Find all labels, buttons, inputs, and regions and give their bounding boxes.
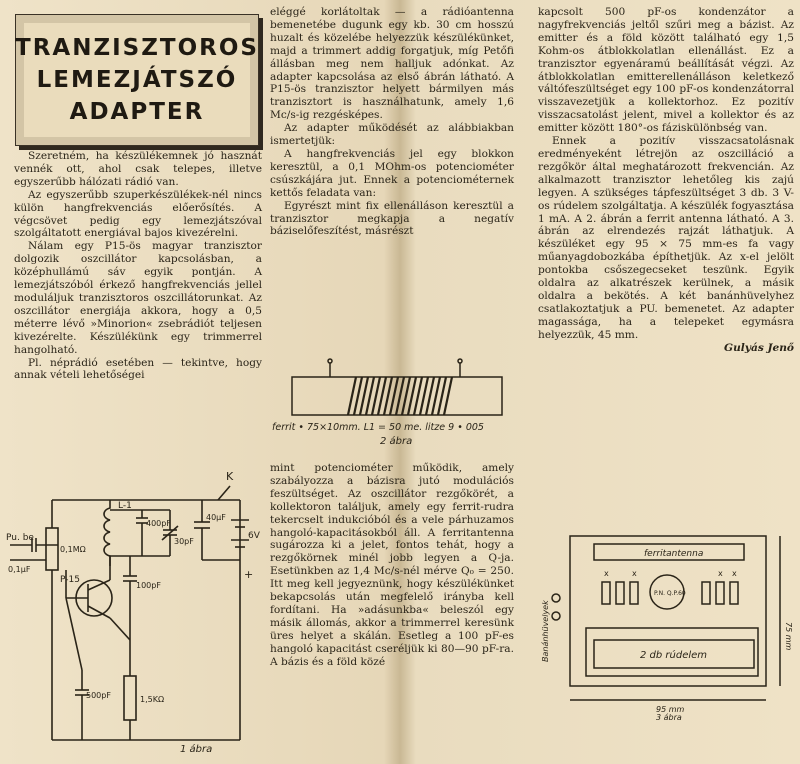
paragraph: Az egyszerűbb szuperkészülékek-nél nincs külön hangfrekvenciás előerősítés. A végcsövet pedig egy lemezjátszóval szolgáltatott energiával bajos kivezérelni. [14,188,262,240]
fig1-label-plus: + [244,568,254,581]
paragraph: Az adapter működését az alábbiakban ismertetjük: [270,122,514,148]
figure-3-layout [540,532,796,722]
fig3-label-battery: 2 db rúdelem [640,650,708,661]
fig3-mark-x3: x [718,569,723,578]
fig3-mark-x2: x [632,569,637,578]
paragraph: mint potenciométer működik, amely szabályozza a bázisra jutó modulációs feszültséget. Az oszcillátor rezgőkörét, a kollektoron találjuk, amely egy ferrit-rudra tekercselt indukcióból és a vele párhuzamos hangoló-kapacitásokból áll. A ferritantenna sugározza ki a jelet, fontos tehát, hogy a rezgőkörnek minél jobb legyen a Q-ja. Esetünkben az 1,4 Mc/s-nél mérve Q₀ = 250. Itt meg kell jegyeznünk, hogy készülékünket bekapcsolás után megfelelő irányba kell fordítani. Ha »adásunkba« beleszól egy másik állomás, akkor a trimmerrel keresünk üres helyet a skálán. Esetleg a 100 pF-es hangoló kapacitást cseréljük ki 80—90 pF-ra. A bázis és a föld közé [270,462,514,668]
column-3 [538,6,794,354]
figure-2-ferrite-antenna [270,355,518,450]
fig1-label-c40: 40µF [206,513,226,522]
fig1-label-c30: 30pF [174,537,194,546]
paragraph: eléggé korlátoltak — a rádióantenna bemenetébe dugunk egy kb. 30 cm hosszú huzalt és közelébe helyezzük készülékünket, majd a trimmert addig forgatjuk, míg Petőfi állásban meg nem halljuk adónkat. Az adapter kapcsolása az első ábrán látható. A P15-ös tranzisztor helyett bármilyen más tranzisztort is használhatunk, amely 1,6 Mc/s-ig rezgésképes. [270,6,514,122]
paragraph: Ennek a pozitív visszacsatolásnak eredményeként létrejön az oszcilláció a rezgőkör által meghatározott frekvencián. Az alkalmazott tranzisztor lehetőleg kis zajú legyen. A szükséges tápfeszültséget 3 db. 3 V-os rúdelem szolgáltatja. A készülék fogyasztása 1 mA. A 2. ábrán a ferrit antenna látható. A 3. ábrán az elrendezés rajzát láthatjuk. A készüléket egy 95 × 75 mm-es fa vagy műanyagdobozkába építhetjük. Az x-el jelölt pontokba csőszegecseket teszünk. Egyik oldalra az alkatrészek kerülnek, a másik oldalra a bekötés. A két banánhüvelyhez csatlakoztatjuk a PU. bemenetet. Az adapter magassága, ha a telepeket egymásra helyezzük, 45 mm. [538,135,794,341]
paragraph: A hangfrekvenciás jel egy blokkon keresztül, a 0,1 MOhm-os potenciométer csúszkájára jut. Ennek a potenciométernek kettős feladata van: [270,147,514,199]
paragraph: Szeretném, ha készülékemnek jó hasznát vennék ott, ahol csak telepes, illetve egyszerűbb hálózati rádió van. [14,150,262,188]
paragraph: Nálam egy P15-ös magyar tranzisztor dolgozik oszcillátor kapcsolásban, a középhullámú sáv egyik pontján. A lemezjátszóból érkező hangfrekvenciás jellel moduláljuk tranzisztoros oszcillátorunkat. Az oszcillátor energiája akkora, hogy a 0,5 méterre lévő »Minorion« zsebrádiót teljesen kivezérelte. Készülékünk egy trimmerrel hangolható. [14,240,262,356]
fig1-label-c100: 100pF [136,581,161,590]
fig2-caption: 2 ábra [380,436,413,447]
column-1 [14,150,262,382]
fig1-label-tr: P-15 [60,575,80,585]
fig1-label-c500: 500pF [86,691,111,700]
fig3-label-tr: P.N. Q.P.60 [654,590,686,597]
paragraph: kapcsolt 500 pF-os kondenzátor a nagyfrekvenciás jeltől szűri meg a bázist. Az emitter és a föld között található egy 1,5 Kohm-os átblokkolatlan ellenállást. Ez a tranzisztor egyenáramú beállítását végzi. Az átblokkolatlan emitterellenálláson keletkező váltófeszültséget egy 100 pF-os kondenzátorral visszavezetjük a kollektorhoz. Ez pozitív visszacsatolást jelent, mivel a kollektor és az emitter között 180°-os fáziskülönbség van. [538,6,794,135]
fig1-label-v6: 6V [248,531,260,541]
fig1-label-capin: 0,1µF [8,565,31,574]
title-line-2: LEMEZJÁTSZÓ [36,67,238,93]
paragraph: Pl. néprádió esetében — tekintve, hogy annak vételi lehetőségei [14,356,262,382]
paragraph: Egyrészt mint fix ellenálláson keresztül a tranzisztor megkapja a negatív báziselőfeszítést, másrészt [270,199,514,238]
fig3-label-side: Banánhüvelyek [541,600,550,662]
column-2-top [270,6,514,238]
figure-1-schematic [2,450,264,760]
fig1-label-k: K [226,470,234,483]
fig3-label-width: 95 mm [656,705,685,714]
fig1-label-r15: 1,5KΩ [140,695,165,704]
fig3-mark-x1: x [604,569,609,578]
column-2-bottom [270,462,514,669]
title-line-3: ADAPTER [69,99,205,125]
fig2-label: ferrit • 75×10mm. L1 = 50 me. litze 9 • 005 [272,422,484,433]
article-title-box [15,14,259,146]
fig3-label-antenna: ferritantenna [644,549,704,559]
fig1-label-c400: 400pF [146,519,171,528]
fig3-label-height: 75 mm [784,622,793,651]
fig3-caption: 3 ábra [656,713,682,722]
fig3-mark-x4: x [732,569,737,578]
fig1-caption: 1 ábra [180,744,213,755]
title-line-1: TRANZISZTOROS [15,35,259,61]
fig1-label-pu: Pu. be [6,533,34,543]
author-signature: Gulyás Jenő [724,341,794,354]
fig1-label-coil: L-1 [118,501,132,511]
fig1-label-pot: 0,1MΩ [60,545,86,554]
